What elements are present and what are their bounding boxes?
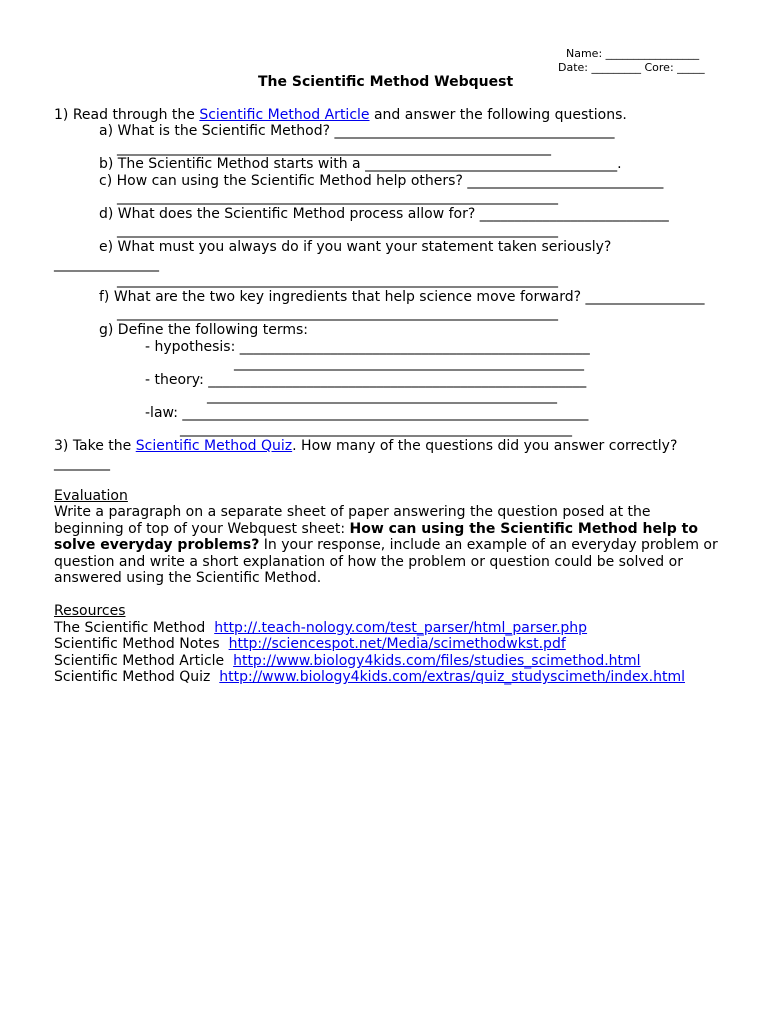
term-theory: - theory: ______________________________________________________ <box>145 372 587 388</box>
answer-line-1e: _______________________________________________________________ <box>117 272 558 288</box>
question-1e: e) What must you always do if you want your statement taken seriously? <box>99 239 612 255</box>
question-1g: g) Define the following terms: <box>99 322 309 338</box>
answer-line-3: ________ <box>54 455 110 471</box>
answer-line-1e-short: _______________ <box>54 256 159 272</box>
question-1-suffix: and answer the following questions. <box>369 107 627 123</box>
question-1f: f) What are the two key ingredients that help science move forward? _________________ <box>99 289 705 305</box>
answer-line-law: ________________________________________________________ <box>180 421 572 437</box>
question-1a: a) What is the Scientific Method? ________________________________________ <box>99 123 615 139</box>
resource-item <box>54 669 685 685</box>
answer-line-hypothesis: __________________________________________________ <box>234 355 584 371</box>
evaluation-line-3-text: In your response, include an example of an everyday problem or <box>259 537 718 553</box>
term-hypothesis: - hypothesis: __________________________________________________ <box>145 339 590 355</box>
resource-link[interactable]: http://.teach-nology.com/test_parser/html_parser.php <box>214 620 588 636</box>
resource-label: Scientific Method Notes <box>54 636 229 652</box>
question-3-prefix: 3) Take the <box>54 438 136 454</box>
evaluation-line-2-text: beginning of top of your Webquest sheet: <box>54 521 350 537</box>
scientific-method-quiz-link[interactable]: Scientific Method Quiz <box>135 438 293 454</box>
answer-line-1c: _______________________________________________________________ <box>117 189 558 205</box>
resource-link[interactable]: http://www.biology4kids.com/files/studies_scimethod.html <box>233 653 641 669</box>
evaluation-line-5: answered using the Scientific Method. <box>54 570 322 586</box>
date-core-field: Date: _________ Core: _____ <box>558 61 705 74</box>
answer-line-1f: _______________________________________________________________ <box>117 305 558 321</box>
question-3 <box>54 438 677 454</box>
scientific-method-article-link[interactable]: Scientific Method Article <box>199 107 370 123</box>
page-title: The Scientific Method Webquest <box>258 74 514 90</box>
answer-line-1a: ______________________________________________________________ <box>117 140 551 156</box>
evaluation-line-4: question and write a short explanation of how the problem or question could be solved or <box>54 554 683 570</box>
term-law: -law: __________________________________________________________ <box>145 405 589 421</box>
question-1c: c) How can using the Scientific Method help others? ____________________________ <box>99 173 664 189</box>
question-1d: d) What does the Scientific Method process allow for? ___________________________ <box>99 206 669 222</box>
evaluation-question-part-2: solve everyday problems? <box>54 537 260 553</box>
evaluation-question-part-1: How can using the Scientific Method help to <box>349 521 698 537</box>
resource-item <box>54 620 587 636</box>
evaluation-line-3 <box>54 537 718 553</box>
question-1 <box>54 107 627 123</box>
resource-label: Scientific Method Quiz <box>54 669 220 685</box>
resource-link[interactable]: http://sciencespot.net/Media/scimethodwkst.pdf <box>228 636 566 652</box>
resource-link[interactable]: http://www.biology4kids.com/extras/quiz_studyscimeth/index.html <box>219 669 685 685</box>
question-1b: b) The Scientific Method starts with a ____________________________________. <box>99 156 622 172</box>
name-field: Name: _________________ <box>566 47 700 60</box>
resource-item <box>54 653 641 669</box>
evaluation-line-2 <box>54 521 698 537</box>
resources-heading: Resources <box>54 603 126 619</box>
resource-item <box>54 636 566 652</box>
evaluation-heading: Evaluation <box>54 488 128 504</box>
answer-line-theory: __________________________________________________ <box>207 388 557 404</box>
question-1-prefix: 1) Read through the <box>54 107 200 123</box>
evaluation-line-1: Write a paragraph on a separate sheet of paper answering the question posed at the <box>54 504 651 520</box>
resource-label: The Scientific Method <box>54 620 215 636</box>
resource-label: Scientific Method Article <box>54 653 234 669</box>
question-3-suffix: . How many of the questions did you answer correctly? <box>292 438 678 454</box>
answer-line-1d: _______________________________________________________________ <box>117 222 558 238</box>
